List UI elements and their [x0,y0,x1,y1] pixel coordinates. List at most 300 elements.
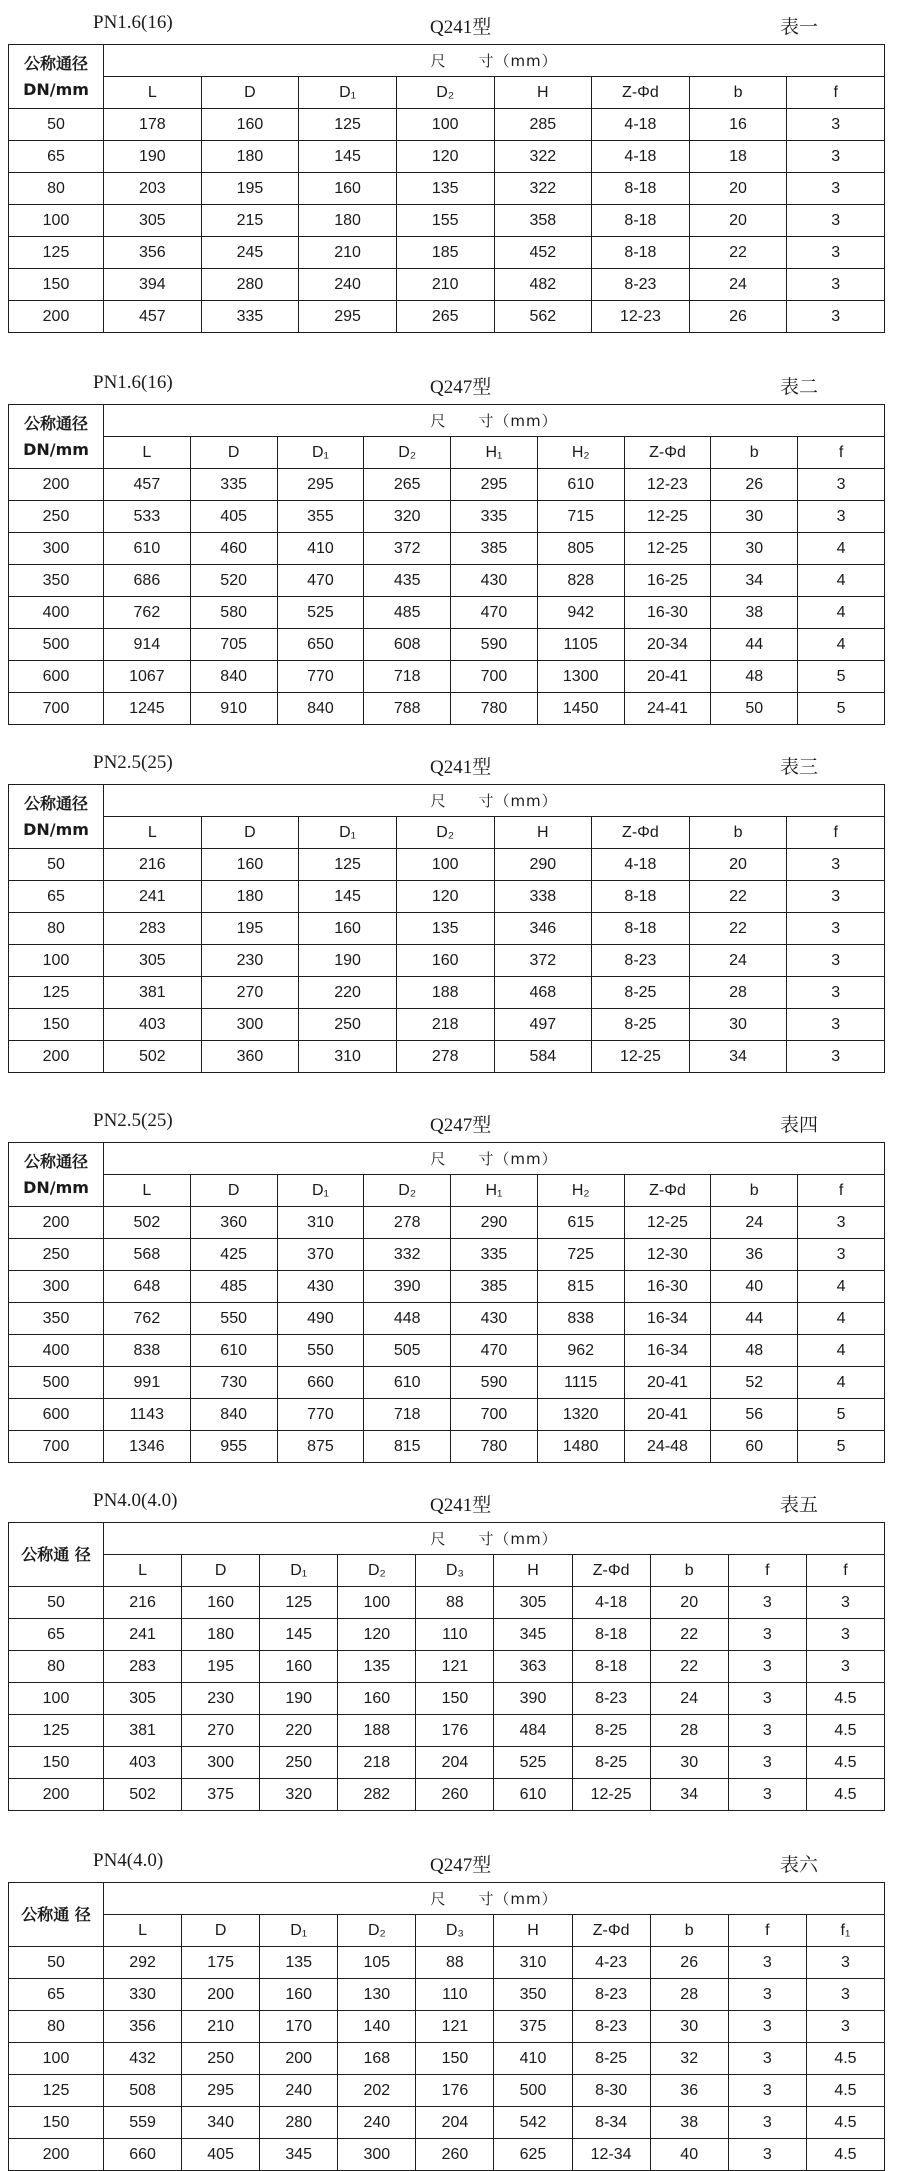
dimension-cell: 12-34 [572,2139,650,2171]
dimension-cell: 4.5 [806,1683,884,1715]
dimension-cell: 4.5 [806,2043,884,2075]
dimension-cell: 590 [451,629,538,661]
dimension-cell: 12-25 [624,533,711,565]
dimension-cell: 190 [299,945,397,977]
dimension-cell: 16-30 [624,1271,711,1303]
dimension-cell: 3 [787,913,885,945]
dimension-cell: 4 [798,1335,885,1367]
dimension-cell: 22 [689,913,787,945]
dimension-cell: 88 [416,1947,494,1979]
dimension-cell: 22 [689,881,787,913]
table-row [9,141,885,173]
dimension-cell: 88 [416,1587,494,1619]
dimension-cell: 160 [338,1683,416,1715]
dimension-cell: 250 [260,1747,338,1779]
dimension-cell: 470 [277,565,364,597]
dimension-cell: 435 [364,565,451,597]
dimension-cell: 4.5 [806,1747,884,1779]
dimension-cell: 310 [299,1041,397,1073]
dimensions-header: 尺 寸（mm） [104,785,885,817]
dimension-cell: 3 [787,269,885,301]
dimension-cell: 1300 [537,661,624,693]
nominal-diameter-cell: 50 [9,1587,104,1619]
dimension-cell: 4 [798,1271,885,1303]
dimension-cell: 648 [104,1271,191,1303]
dimension-cell: 372 [364,533,451,565]
dimension-cell: 210 [299,237,397,269]
dimension-cell: 3 [728,2139,806,2171]
table-row [9,881,885,913]
dimension-cell: 3 [806,2011,884,2043]
dimension-cell: 580 [190,597,277,629]
table-row [9,501,885,533]
header-row [9,1143,885,1175]
dimension-cell: 355 [277,501,364,533]
dimension-cell: 457 [104,301,202,333]
table-label: 表三 [780,757,819,778]
dimension-cell: 942 [537,597,624,629]
table-row [9,849,885,881]
dimension-cell: 110 [416,1619,494,1651]
column-header-row [9,437,885,469]
dimension-cell: 448 [364,1303,451,1335]
dimension-cell: 180 [201,141,299,173]
dimension-cell: 4 [798,597,885,629]
dimension-cell: 520 [190,565,277,597]
dimension-cell: 497 [494,1009,592,1041]
dimension-cell: 1105 [537,629,624,661]
dimension-cell: 762 [104,1303,191,1335]
column-header: D₁ [260,1915,338,1947]
dimension-cell: 8-25 [572,2043,650,2075]
nominal-diameter-cell: 150 [9,1747,104,1779]
dimension-cell: 3 [728,2107,806,2139]
dimension-cell: 203 [104,173,202,205]
valve-model: Q241型 [430,757,492,778]
dimension-cell: 403 [104,1009,202,1041]
dimension-cell: 410 [494,2043,572,2075]
dimension-cell: 20 [689,205,787,237]
dimension-cell: 3 [728,1683,806,1715]
dimension-cell: 240 [260,2075,338,2107]
dimension-cell: 283 [104,1651,182,1683]
dimension-cell: 241 [104,1619,182,1651]
dimension-cell: 686 [104,565,191,597]
dimension-cell: 140 [338,2011,416,2043]
table-6 [8,1882,885,2171]
dimension-cell: 22 [689,237,787,269]
dimension-cell: 176 [416,2075,494,2107]
dimension-cell: 230 [201,945,299,977]
nominal-diameter-cell: 400 [9,1335,104,1367]
dimension-cell: 338 [494,881,592,913]
dimension-cell: 180 [201,881,299,913]
dimension-cell: 195 [182,1651,260,1683]
column-header-row [9,77,885,109]
dimension-cell: 559 [104,2107,182,2139]
dimension-cell: 160 [260,1979,338,2011]
dimension-cell: 295 [277,469,364,501]
column-header: D₂ [396,77,494,109]
table-title-row [0,1840,900,1880]
dimension-cell: 16-34 [624,1335,711,1367]
valve-model: Q247型 [430,377,492,398]
dimension-cell: 5 [798,1431,885,1463]
header-row [9,405,885,437]
nominal-diameter-cell: 150 [9,1009,104,1041]
column-header: D₁ [260,1555,338,1587]
dimension-cell: 4 [798,1367,885,1399]
dimension-cell: 28 [650,1715,728,1747]
dimension-cell: 160 [299,913,397,945]
dimension-cell: 3 [728,1619,806,1651]
dimension-cell: 356 [104,2011,182,2043]
dimension-cell: 30 [650,2011,728,2043]
column-header: L [104,1915,182,1947]
nominal-diameter-cell: 600 [9,661,104,693]
table-row [9,1979,885,2011]
dimension-cell: 4 [798,1303,885,1335]
dimension-cell: 610 [190,1335,277,1367]
table-6-section [0,1840,900,2163]
nominal-diameter-cell: 400 [9,597,104,629]
column-header: D [182,1555,260,1587]
dimension-cell: 525 [494,1747,572,1779]
table-row [9,1207,885,1239]
dimension-cell: 3 [798,469,885,501]
dimension-cell: 8-18 [592,173,690,205]
column-header: b [689,77,787,109]
dimension-cell: 20-41 [624,1399,711,1431]
dimension-cell: 718 [364,1399,451,1431]
nominal-diameter-cell: 65 [9,141,104,173]
dimension-cell: 815 [537,1271,624,1303]
dimension-cell: 1320 [537,1399,624,1431]
dimension-cell: 30 [711,501,798,533]
dimension-cell: 190 [104,141,202,173]
dimension-cell: 195 [201,173,299,205]
dimension-cell: 3 [787,205,885,237]
table-1-section [0,2,900,325]
dimension-cell: 8-25 [592,1009,690,1041]
nominal-diameter-cell: 65 [9,1979,104,2011]
dimension-cell: 160 [182,1587,260,1619]
column-header: L [104,817,202,849]
dimension-cell: 230 [182,1683,260,1715]
dimension-cell: 12-23 [624,469,711,501]
table-row [9,173,885,205]
dimension-cell: 505 [364,1335,451,1367]
dimension-cell: 135 [396,173,494,205]
dimension-cell: 770 [277,1399,364,1431]
dimension-cell: 4.5 [806,2139,884,2171]
dimension-cell: 403 [104,1747,182,1779]
nominal-diameter-cell: 100 [9,205,104,237]
dimension-cell: 270 [201,977,299,1009]
dimension-cell: 4 [798,565,885,597]
dimension-cell: 780 [451,693,538,725]
dimension-cell: 3 [728,1587,806,1619]
dimension-cell: 955 [190,1431,277,1463]
header-row [9,1523,885,1555]
dimension-cell: 610 [537,469,624,501]
column-header: H [494,817,592,849]
dimension-cell: 28 [650,1979,728,2011]
dimension-cell: 490 [277,1303,364,1335]
dimension-cell: 410 [277,533,364,565]
dimension-cell: 805 [537,533,624,565]
dimension-cell: 550 [277,1335,364,1367]
column-header: b [689,817,787,849]
dimension-cell: 432 [104,2043,182,2075]
table-3 [8,784,885,1073]
dimension-cell: 718 [364,661,451,693]
dimension-cell: 12-30 [624,1239,711,1271]
dimension-cell: 204 [416,2107,494,2139]
dimension-cell: 610 [494,1779,572,1811]
table-row [9,269,885,301]
table-row [9,1715,885,1747]
dimension-cell: 3 [787,1009,885,1041]
table-row [9,1271,885,1303]
table-2 [8,404,885,725]
dimension-cell: 770 [277,661,364,693]
column-header: L [104,1175,191,1207]
dimension-cell: 48 [711,661,798,693]
dimension-cell: 56 [711,1399,798,1431]
dimension-cell: 3 [787,301,885,333]
dimension-cell: 358 [494,205,592,237]
dimension-cell: 50 [711,693,798,725]
dimension-cell: 405 [190,501,277,533]
dimension-cell: 26 [711,469,798,501]
column-header: Z-Φd [572,1915,650,1947]
pressure-rating: PN1.6(16) [93,12,173,33]
dimension-cell: 962 [537,1335,624,1367]
nominal-diameter-cell: 125 [9,1715,104,1747]
dimension-cell: 320 [364,501,451,533]
dimension-cell: 3 [787,1041,885,1073]
dimension-cell: 204 [416,1747,494,1779]
table-title-row [0,1480,900,1520]
table-3-section [0,742,900,1065]
dimension-cell: 991 [104,1367,191,1399]
dimension-cell: 725 [537,1239,624,1271]
dimension-cell: 250 [182,2043,260,2075]
dimension-cell: 24 [650,1683,728,1715]
valve-model: Q247型 [430,1855,492,1876]
column-header: b [711,1175,798,1207]
table-title-row [0,2,900,42]
dimension-cell: 322 [494,141,592,173]
dimension-cell: 525 [277,597,364,629]
dimension-cell: 210 [182,2011,260,2043]
nominal-diameter-cell: 700 [9,693,104,725]
column-header: Z-Φd [572,1555,650,1587]
column-header: D [190,1175,277,1207]
dimension-cell: 265 [364,469,451,501]
dimension-cell: 260 [416,1779,494,1811]
dimension-cell: 4-18 [592,141,690,173]
dimension-cell: 390 [364,1271,451,1303]
table-label: 表四 [780,1115,819,1136]
dimension-cell: 8-23 [572,2011,650,2043]
table-row [9,629,885,661]
dimension-cell: 160 [299,173,397,205]
pressure-rating: PN1.6(16) [93,372,173,393]
dimension-cell: 180 [299,205,397,237]
dimension-cell: 8-23 [592,269,690,301]
dimension-cell: 470 [451,1335,538,1367]
dimension-cell: 8-23 [572,1683,650,1715]
dimension-cell: 8-25 [572,1747,650,1779]
dimension-cell: 875 [277,1431,364,1463]
dimension-cell: 24-41 [624,693,711,725]
dimension-cell: 295 [182,2075,260,2107]
dimension-cell: 502 [104,1207,191,1239]
table-4 [8,1142,885,1463]
dimension-cell: 484 [494,1715,572,1747]
column-header: D₃ [416,1555,494,1587]
dimension-cell: 660 [104,2139,182,2171]
table-row [9,1683,885,1715]
table-5-section [0,1480,900,1803]
column-header: Z-Φd [624,437,711,469]
dimension-cell: 285 [494,109,592,141]
dimension-cell: 8-18 [592,205,690,237]
valve-model: Q241型 [430,1495,492,1516]
table-row [9,205,885,237]
dimension-cell: 346 [494,913,592,945]
dimension-cell: 120 [338,1619,416,1651]
dimension-cell: 130 [338,1979,416,2011]
pressure-rating: PN4(4.0) [93,1850,164,1871]
dimension-cell: 60 [711,1431,798,1463]
dimension-cell: 135 [260,1947,338,1979]
header-row [9,785,885,817]
column-header: H₂ [537,437,624,469]
dimension-cell: 584 [494,1041,592,1073]
column-header: Z-Φd [624,1175,711,1207]
table-row [9,2043,885,2075]
nominal-diameter-cell: 50 [9,1947,104,1979]
column-header: D₂ [364,1175,451,1207]
dimension-cell: 20 [650,1587,728,1619]
dimension-cell: 34 [650,1779,728,1811]
dimension-cell: 278 [396,1041,494,1073]
dimension-cell: 26 [650,1947,728,1979]
dimension-cell: 48 [711,1335,798,1367]
dimension-cell: 3 [787,945,885,977]
table-row [9,913,885,945]
dimension-cell: 216 [104,849,202,881]
dimension-cell: 250 [299,1009,397,1041]
dimension-cell: 502 [104,1041,202,1073]
dimension-cell: 4-23 [572,1947,650,1979]
dimension-cell: 3 [806,1947,884,1979]
dimension-cell: 8-18 [572,1651,650,1683]
dimension-cell: 3 [728,1715,806,1747]
dimension-cell: 278 [364,1207,451,1239]
dimension-cell: 485 [190,1271,277,1303]
dimension-cell: 650 [277,629,364,661]
dimension-cell: 1450 [537,693,624,725]
dimension-cell: 405 [182,2139,260,2171]
dimension-cell: 838 [537,1303,624,1335]
nominal-diameter-header: 公称通 径 [9,1883,104,1947]
dimension-cell: 40 [650,2139,728,2171]
column-header: f₁ [806,1915,884,1947]
dimension-cell: 425 [190,1239,277,1271]
dimension-cell: 5 [798,661,885,693]
dimension-cell: 125 [299,849,397,881]
nominal-diameter-header: 公称通径 DN/mm [9,1143,104,1207]
column-header-row [9,1915,885,1947]
dimension-cell: 160 [260,1651,338,1683]
dimension-cell: 26 [689,301,787,333]
table-row [9,693,885,725]
dimension-cell: 375 [494,2011,572,2043]
dimension-cell: 305 [104,945,202,977]
dimension-cell: 8-18 [592,913,690,945]
dimension-cell: 430 [451,1303,538,1335]
column-header: D₁ [299,817,397,849]
dimension-cell: 610 [104,533,191,565]
dimension-cell: 335 [190,469,277,501]
dimension-cell: 168 [338,2043,416,2075]
dimension-cell: 16-25 [624,565,711,597]
dimension-cell: 300 [338,2139,416,2171]
dimension-cell: 3 [787,141,885,173]
dimension-cell: 8-18 [572,1619,650,1651]
dimension-cell: 121 [416,1651,494,1683]
table-row [9,533,885,565]
dimension-cell: 780 [451,1431,538,1463]
dimension-cell: 485 [364,597,451,629]
dimension-cell: 3 [728,1651,806,1683]
nominal-diameter-cell: 200 [9,1207,104,1239]
dimensions-header: 尺 寸（mm） [104,45,885,77]
nominal-diameter-cell: 350 [9,1303,104,1335]
dimension-cell: 8-34 [572,2107,650,2139]
table-row [9,1335,885,1367]
nominal-diameter-cell: 350 [9,565,104,597]
table-row [9,945,885,977]
dimension-cell: 241 [104,881,202,913]
dimension-cell: 3 [728,1779,806,1811]
dimension-cell: 200 [182,1979,260,2011]
dimension-cell: 210 [396,269,494,301]
table-row [9,469,885,501]
dimension-cell: 40 [711,1271,798,1303]
table-title-row [0,1100,900,1140]
dimension-cell: 3 [728,2075,806,2107]
dimension-cell: 470 [451,597,538,629]
nominal-diameter-header: 公称通径 DN/mm [9,405,104,469]
table-row [9,1431,885,1463]
dimension-cell: 335 [451,1239,538,1271]
nominal-diameter-cell: 200 [9,469,104,501]
dimension-cell: 16-30 [624,597,711,629]
dimension-cell: 452 [494,237,592,269]
nominal-diameter-cell: 250 [9,501,104,533]
column-header: Z-Φd [592,77,690,109]
dimension-cell: 360 [190,1207,277,1239]
dimension-cell: 160 [201,849,299,881]
table-row [9,2011,885,2043]
nominal-diameter-cell: 100 [9,945,104,977]
dimension-cell: 350 [494,1979,572,2011]
